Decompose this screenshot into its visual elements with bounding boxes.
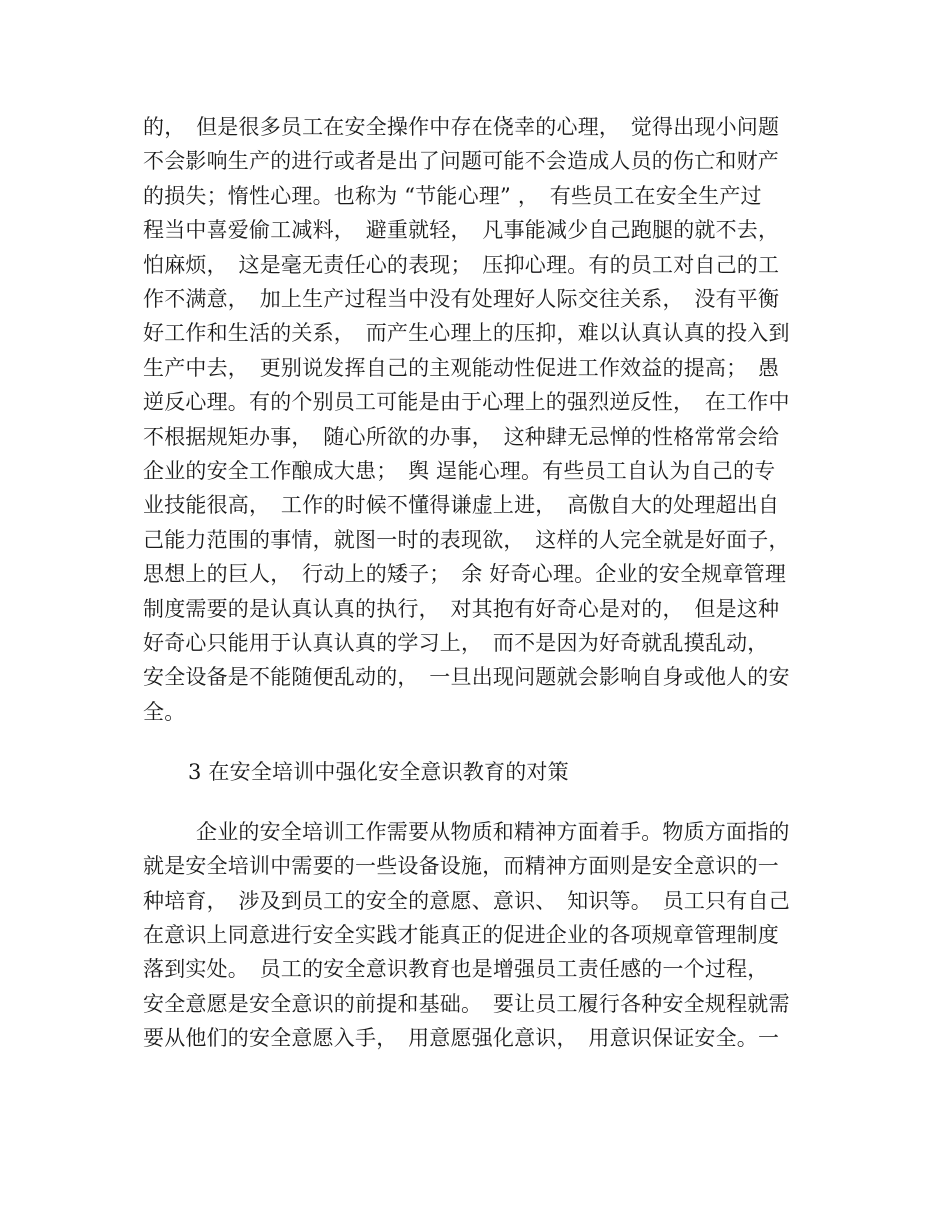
paragraph-line: 安全设备是不能随便乱动的， 一旦出现问题就会影响自身或他人的安 — [143, 665, 790, 689]
paragraph-line: 逆反心理。有的个别员工可能是由于心理上的强烈逆反性， 在工作中 — [143, 390, 790, 414]
paragraph-line: 在意识上同意进行安全实践才能真正的促进企业的各项规章管理制度 — [143, 923, 779, 947]
paragraph-line: 的损失；惰性心理。也称为 “节能心理” ， 有些员工在安全生产过 — [143, 184, 762, 208]
paragraph-line: 企业的安全工作酿成大患； 舆 逞能心理。有些员工自认为自己的专 — [143, 459, 776, 483]
paragraph-line: 业技能很高， 工作的时候不懂得谦虚上进， 高傲自大的处理超出自 — [143, 493, 780, 517]
paragraph-line: 好奇心只能用于认真认真的学习上， 而不是因为好奇就乱摸乱动， — [143, 631, 769, 655]
section-heading: 3 在安全培训中强化安全意识教育的对策 — [188, 760, 569, 784]
paragraph-line: 要从他们的安全意愿入手， 用意愿强化意识， 用意识保证安全。一 — [143, 1026, 780, 1050]
paragraph-line: 好工作和生活的关系， 而产生心理上的压抑，难以认真认真的投入到 — [143, 321, 790, 345]
paragraph-line: 全。 — [143, 700, 186, 724]
paragraph-line: 思想上的巨人， 行动上的矮子； 余 好奇心理。企业的安全规章管理 — [143, 562, 787, 586]
paragraph-line: 己能力范围的事情，就图一时的表现欲， 这样的人完全就是好面子， — [143, 528, 790, 552]
paragraph-line: 安全意愿是安全意识的前提和基础。 要让员工履行各种安全规程就需 — [143, 992, 790, 1016]
paragraph-line: 作不满意， 加上生产过程当中没有处理好人际交往关系， 没有平衡 — [143, 287, 780, 311]
paragraph-line: 的， 但是很多员工在安全操作中存在侥幸的心理， 觉得出现小问题 — [143, 115, 780, 139]
paragraph-line: 制度需要的是认真认真的执行， 对其抱有好奇心是对的， 但是这种 — [143, 597, 780, 621]
paragraph-line: 就是安全培训中需要的一些设备设施，而精神方面则是安全意识的一 — [143, 854, 779, 878]
paragraph-line: 怕麻烦， 这是毫无责任心的表现； 压抑心理。有的员工对自己的工 — [143, 253, 780, 277]
paragraph-line: 不根据规矩办事， 随心所欲的办事， 这种肆无忌惮的性格常常会给 — [143, 425, 780, 449]
paragraph-line: 种培育， 涉及到员工的安全的意愿、意识、 知识等。 员工只有自己 — [143, 889, 790, 913]
paragraph-line: 程当中喜爱偷工减料， 避重就轻， 凡事能减少自己跑腿的就不去， — [143, 218, 780, 242]
paragraph-line: 落到实处。 员工的安全意识教育也是增强员工责任感的一个过程， — [143, 957, 769, 981]
paragraph-line: 不会影响生产的进行或者是出了问题可能不会造成人员的伤亡和财产 — [143, 149, 779, 173]
paragraph-line: 企业的安全培训工作需要从物质和精神方面着手。物质方面指的 — [196, 820, 790, 844]
paragraph-line: 生产中去， 更别说发挥自己的主观能动性促进工作效益的提高； 愚 — [143, 356, 780, 380]
